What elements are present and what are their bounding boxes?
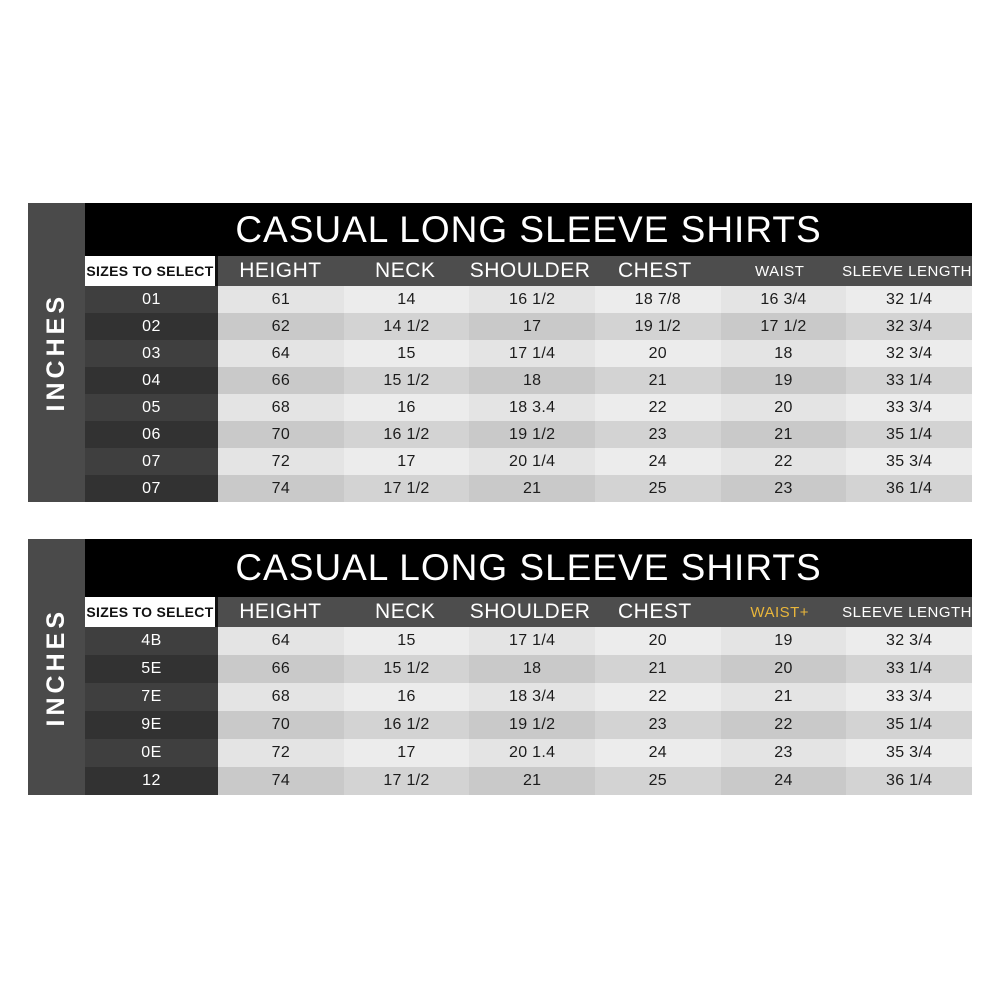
table-row bbox=[85, 421, 972, 448]
cell-value: 19 1/2 bbox=[469, 711, 595, 739]
table-row bbox=[85, 340, 972, 367]
cell-value: 32 3/4 bbox=[846, 340, 972, 367]
cell-value: 17 1/2 bbox=[344, 475, 470, 502]
cell-value: 19 1/2 bbox=[595, 313, 721, 340]
cell-value: 21 bbox=[721, 421, 847, 448]
cell-value: 18 7/8 bbox=[595, 286, 721, 313]
column-header-sizes-to-select: SIZES TO SELECT bbox=[85, 256, 218, 286]
cell-value: 18 bbox=[721, 340, 847, 367]
cell-value: 61 bbox=[218, 286, 344, 313]
cell-value: 23 bbox=[595, 711, 721, 739]
cell-value: 21 bbox=[595, 655, 721, 683]
cell-value: 66 bbox=[218, 655, 344, 683]
cell-value: 64 bbox=[218, 340, 344, 367]
cell-value: 16 bbox=[344, 394, 470, 421]
table-title-bar bbox=[85, 539, 972, 597]
column-header-neck: NECK bbox=[375, 600, 436, 623]
cell-size: 7E bbox=[85, 683, 218, 711]
cell-value: 17 bbox=[469, 313, 595, 340]
table-row bbox=[85, 475, 972, 502]
cell-value: 35 3/4 bbox=[846, 448, 972, 475]
cell-value: 22 bbox=[595, 683, 721, 711]
column-header-shoulder: SHOULDER bbox=[469, 600, 591, 623]
column-header-sizes-to-select: SIZES TO SELECT bbox=[85, 597, 218, 627]
cell-value: 64 bbox=[218, 627, 344, 655]
cell-value: 22 bbox=[721, 711, 847, 739]
table-main bbox=[85, 539, 972, 795]
cell-value: 16 1/2 bbox=[344, 421, 470, 448]
cell-size: 12 bbox=[85, 767, 218, 795]
cell-value: 72 bbox=[218, 739, 344, 767]
cell-value: 20 bbox=[721, 655, 847, 683]
cell-value: 20 bbox=[595, 627, 721, 655]
cell-value: 21 bbox=[721, 683, 847, 711]
cell-value: 14 bbox=[344, 286, 470, 313]
column-header-sleeve-length: SLEEVE LENGTH bbox=[842, 603, 972, 621]
cell-value: 62 bbox=[218, 313, 344, 340]
cell-value: 33 3/4 bbox=[846, 683, 972, 711]
cell-value: 17 bbox=[344, 739, 470, 767]
cell-size: 06 bbox=[85, 421, 218, 448]
cell-value: 21 bbox=[595, 367, 721, 394]
table-row bbox=[85, 367, 972, 394]
table-body bbox=[85, 627, 972, 795]
cell-value: 21 bbox=[469, 475, 595, 502]
cell-value: 24 bbox=[595, 739, 721, 767]
cell-value: 68 bbox=[218, 683, 344, 711]
cell-value: 16 3/4 bbox=[721, 286, 847, 313]
column-header-shoulder: SHOULDER bbox=[469, 259, 591, 282]
cell-value: 20 1/4 bbox=[469, 448, 595, 475]
column-header-chest: CHEST bbox=[618, 600, 692, 623]
cell-size: 02 bbox=[85, 313, 218, 340]
table-row bbox=[85, 655, 972, 683]
cell-value: 25 bbox=[595, 475, 721, 502]
cell-value: 18 3/4 bbox=[469, 683, 595, 711]
cell-value: 15 1/2 bbox=[344, 655, 470, 683]
table-title: CASUAL LONG SLEEVE SHIRTS bbox=[235, 208, 822, 250]
cell-value: 16 bbox=[344, 683, 470, 711]
cell-value: 19 bbox=[721, 627, 847, 655]
cell-value: 32 1/4 bbox=[846, 286, 972, 313]
cell-value: 35 1/4 bbox=[846, 421, 972, 448]
cell-value: 20 bbox=[595, 340, 721, 367]
cell-value: 33 3/4 bbox=[846, 394, 972, 421]
cell-value: 70 bbox=[218, 711, 344, 739]
cell-size: 03 bbox=[85, 340, 218, 367]
units-label: INCHES bbox=[42, 293, 70, 412]
cell-value: 35 1/4 bbox=[846, 711, 972, 739]
column-header-waist: WAIST+ bbox=[750, 603, 810, 621]
cell-value: 18 bbox=[469, 367, 595, 394]
cell-value: 17 1/4 bbox=[469, 627, 595, 655]
table-row bbox=[85, 448, 972, 475]
table-row bbox=[85, 286, 972, 313]
cell-size: 04 bbox=[85, 367, 218, 394]
cell-value: 32 3/4 bbox=[846, 627, 972, 655]
cell-size: 0E bbox=[85, 739, 218, 767]
cell-value: 72 bbox=[218, 448, 344, 475]
cell-value: 68 bbox=[218, 394, 344, 421]
cell-value: 17 1/2 bbox=[344, 767, 470, 795]
cell-size: 9E bbox=[85, 711, 218, 739]
cell-value: 23 bbox=[721, 475, 847, 502]
cell-value: 66 bbox=[218, 367, 344, 394]
cell-value: 23 bbox=[595, 421, 721, 448]
table-body bbox=[85, 286, 972, 502]
cell-value: 22 bbox=[595, 394, 721, 421]
table-title-bar bbox=[85, 203, 972, 256]
cell-value: 70 bbox=[218, 421, 344, 448]
cell-size: 5E bbox=[85, 655, 218, 683]
column-header-waist: WAIST bbox=[754, 262, 805, 280]
cell-value: 21 bbox=[469, 767, 595, 795]
column-header-chest: CHEST bbox=[618, 259, 692, 282]
table-row bbox=[85, 767, 972, 795]
table-main bbox=[85, 203, 972, 502]
cell-value: 19 1/2 bbox=[469, 421, 595, 448]
table-row bbox=[85, 627, 972, 655]
table-row bbox=[85, 313, 972, 340]
units-sidebar bbox=[28, 203, 85, 502]
table-title: CASUAL LONG SLEEVE SHIRTS bbox=[235, 547, 822, 588]
units-label: INCHES bbox=[42, 607, 70, 727]
cell-value: 22 bbox=[721, 448, 847, 475]
cell-value: 15 bbox=[344, 627, 470, 655]
cell-value: 20 bbox=[721, 394, 847, 421]
cell-size: 05 bbox=[85, 394, 218, 421]
cell-value: 23 bbox=[721, 739, 847, 767]
column-header-sleeve-length: SLEEVE LENGTH bbox=[842, 262, 972, 280]
cell-size: 01 bbox=[85, 286, 218, 313]
column-header-neck: NECK bbox=[375, 259, 436, 282]
cell-value: 15 bbox=[344, 340, 470, 367]
cell-value: 17 1/2 bbox=[721, 313, 847, 340]
cell-value: 18 bbox=[469, 655, 595, 683]
cell-value: 16 1/2 bbox=[469, 286, 595, 313]
column-header-height: HEIGHT bbox=[239, 259, 322, 282]
cell-value: 17 bbox=[344, 448, 470, 475]
cell-size: 4B bbox=[85, 627, 218, 655]
units-sidebar bbox=[28, 539, 85, 795]
size-chart-table-2 bbox=[28, 539, 972, 795]
cell-value: 36 1/4 bbox=[846, 475, 972, 502]
cell-value: 35 3/4 bbox=[846, 739, 972, 767]
cell-value: 24 bbox=[595, 448, 721, 475]
cell-value: 18 3.4 bbox=[469, 394, 595, 421]
cell-value: 16 1/2 bbox=[344, 711, 470, 739]
cell-value: 25 bbox=[595, 767, 721, 795]
column-header-height: HEIGHT bbox=[239, 600, 322, 623]
table-row bbox=[85, 711, 972, 739]
cell-value: 17 1/4 bbox=[469, 340, 595, 367]
table-row bbox=[85, 683, 972, 711]
table-row bbox=[85, 394, 972, 421]
cell-value: 74 bbox=[218, 767, 344, 795]
size-chart-table-1 bbox=[28, 203, 972, 502]
header-row bbox=[85, 256, 972, 286]
cell-value: 19 bbox=[721, 367, 847, 394]
cell-value: 33 1/4 bbox=[846, 655, 972, 683]
cell-value: 32 3/4 bbox=[846, 313, 972, 340]
cell-value: 36 1/4 bbox=[846, 767, 972, 795]
cell-value: 14 1/2 bbox=[344, 313, 470, 340]
table-row bbox=[85, 739, 972, 767]
cell-value: 33 1/4 bbox=[846, 367, 972, 394]
cell-value: 20 1.4 bbox=[469, 739, 595, 767]
cell-value: 24 bbox=[721, 767, 847, 795]
cell-value: 15 1/2 bbox=[344, 367, 470, 394]
header-row bbox=[85, 597, 972, 627]
cell-size: 07 bbox=[85, 448, 218, 475]
cell-value: 74 bbox=[218, 475, 344, 502]
cell-size: 07 bbox=[85, 475, 218, 502]
